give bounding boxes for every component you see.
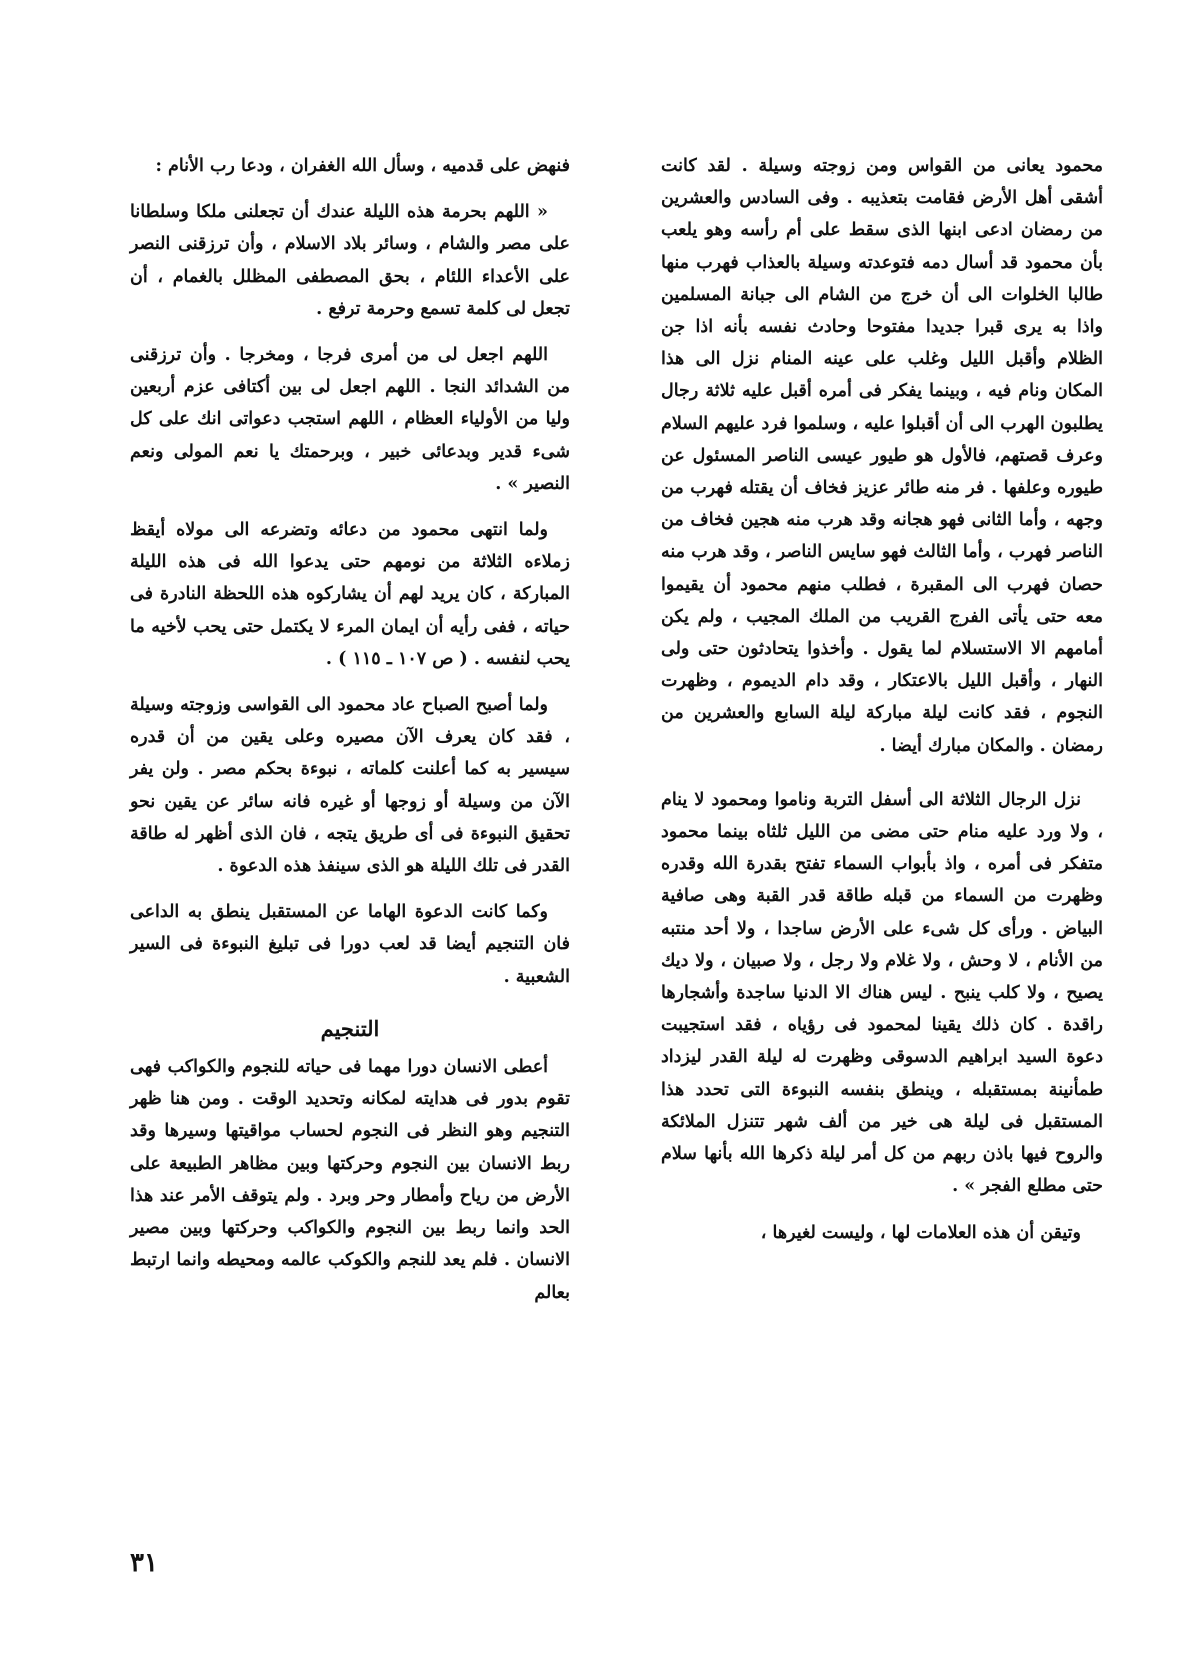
paragraph: نزل الرجال الثلاثة الى أسفل التربة وناموا ومحمود لا ينام ، ولا ورد عليه منام حتى مضى من الليل ثلثاه بينما محمود متفكر فى أمره ، واذ بأبواب السماء تفتح بقدرة الله وقدره وظهرت من السماء من قبله طاقة قدر القبة وهى صافية البياض . ورأى كل شىء على الأرض ساجدا ، ولا أحد منتبه من الأنام ، لا وحش ، ولا غلام ولا رجل ، ولا صبيان ، ولا ديك يصيح ، ولا كلب ينبح . ليس هناك الا الدنيا ساجدة وأشجارها راقدة . كان ذلك يقينا لمحمود فى رؤياه ، فقد استجيبت دعوة السيد ابراهيم الدسوقى وظهرت له ليلة القدر ليزداد طمأنينة بمستقبله ، وينطق بنفسه النبوءة التى تحدد هذا المستقبل فى ليلة هى خير من ألف شهر تتنزل الملائكة والروح فيها باذن ربهم من كل أمر ليلة ذكرها الله بأنها سلام حتى مطلع الفجر » . [661, 789, 1103, 1197]
left-text-column [130, 150, 570, 1323]
paragraph: اللهم اجعل لى من أمرى فرجا ، ومخرجا . وأن ترزقنى من الشدائد النجا . اللهم اجعل لى بين أكتافى عزم أربعين وليا من الأولياء العظام ، اللهم استجب دعواتى انك على كل شىء قدير وبدعائى خبير ، وبرحمتك يا نعم المولى ونعم النصير » . [130, 345, 570, 494]
paragraph: أعطى الانسان دورا مهما فى حياته للنجوم والكواكب فهى تقوم بدور فى هدايته لمكانه وتحديد الوقت . ومن هنا ظهر التنجيم وهو النظر فى النجوم لحساب مواقيتها وسيرها وقد ربط الانسان بين النجوم وحركتها وبين مظاهر الطبيعة على الأرض من رياح وأمطار وحر وبرد . ولم يتوقف الأمر عند هذا الحد وانما ربط بين النجوم والكواكب وحركتها وبين مصير الانسان . فلم يعد للنجم والكوكب عالمه ومحيطه وانما ارتبط بعالم [130, 1057, 570, 1303]
paragraph: محمود يعانى من القواس ومن زوجته وسيلة . لقد كانت أشقى أهل الأرض فقامت بتعذيبه . وفى السادس والعشرين من رمضان ادعى ابنها الذى سقط على أم رأسه وهو يلعب بأن محمود قد أسال دمه فتوعدته وسيلة بالعذاب فهرب منها طالبا الخلوات الى أن خرج من الشام الى جبانة المسلمين واذا به يرى قبرا جديدا مفتوحا وحادث نفسه بأنه اذا جن الظلام وأقبل الليل وغلب على عينه المنام نزل الى هذا المكان ونام فيه ، وبينما يفكر فى أمره أقبل عليه ثلاثة رجال يطلبون الهرب الى أن أقبلوا عليه ، وسلموا فرد عليهم السلام وعرف قصتهم، فالأول هو طيور عيسى الناصر المسئول عن طيوره وعلفها . فر منه طائر عزيز فخاف أن يقتله فهرب من وجهه ، وأما الثانى فهو هجانه وقد هرب منه هجين فخاف من الناصر فهرب ، وأما الثالث فهو سايس الناصر ، وقد هرب منه حصان فهرب الى المقبرة ، فطلب منهم محمود أن يقيموا معه حتى يأتى الفرج القريب من الملك المجيب ، ولم يكن أمامهم الا الاستسلام لما يقول . وأخذوا يتحادثون حتى ولى النهار ، وأقبل الليل بالاعتكار ، وقد دام الديموم ، وظهرت النجوم ، فقد كانت ليلة مباركة ليلة السابع والعشرين من رمضان . والمكان مبارك أيضا . [661, 156, 1103, 756]
paragraph: فنهض على قدميه ، وسأل الله الغفران ، ودعا رب الأنام : [155, 156, 570, 176]
paragraph: وكما كانت الدعوة الهاما عن المستقبل ينطق به الداعى فان التنجيم أيضا قد لعب دورا فى تبليغ النبوءة فى السير الشعبية . [130, 902, 570, 987]
paragraph: وتيقن أن هذه العلامات لها ، وليست لغيرها ، [760, 1222, 1081, 1243]
paragraph: « اللهم بحرمة هذه الليلة عندك أن تجعلنى ملكا وسلطانا على مصر والشام ، وسائر بلاد الاسلام ، وأن ترزقنى النصر على الأعداء اللئام ، بحق المصطفى المظلل بالغمام ، أن تجعل لى كلمة تسمع وحرمة ترفع . [130, 202, 570, 319]
page-number: ٣١ [130, 1548, 158, 1578]
paragraph: ولما انتهى محمود من دعائه وتضرعه الى مولاه أيقظ زملاءه الثلاثة من نومهم حتى يدعوا الله فى هذه الليلة المباركة ، كان يريد لهم أن يشاركوه هذه اللحظة النادرة فى حياته ، ففى رأيه أن ايمان المرء لا يكتمل حتى يحب لأخيه ما يحب لنفسه . ( ص ١٠٧ ـ ١١٥ ) . [130, 520, 570, 669]
section-heading: التنجيم [320, 1015, 380, 1041]
right-text-column [661, 150, 1103, 1263]
paragraph: ولما أصبح الصباح عاد محمود الى القواسى وزوجته وسيلة ، فقد كان يعرف الآن مصيره وعلى يقين من أن قدره سيسير به كما أعلنت كلماته ، نبوءة بحكم مصر . ولن يفر الآن من وسيلة أو زوجها أو غيره فانه سائر عن يقين نحو تحقيق النبوءة فى أى طريق يتجه ، فان الذى أظهر له طاقة القدر فى تلك الليلة هو الذى سينفذ هذه الدعوة . [130, 695, 570, 877]
